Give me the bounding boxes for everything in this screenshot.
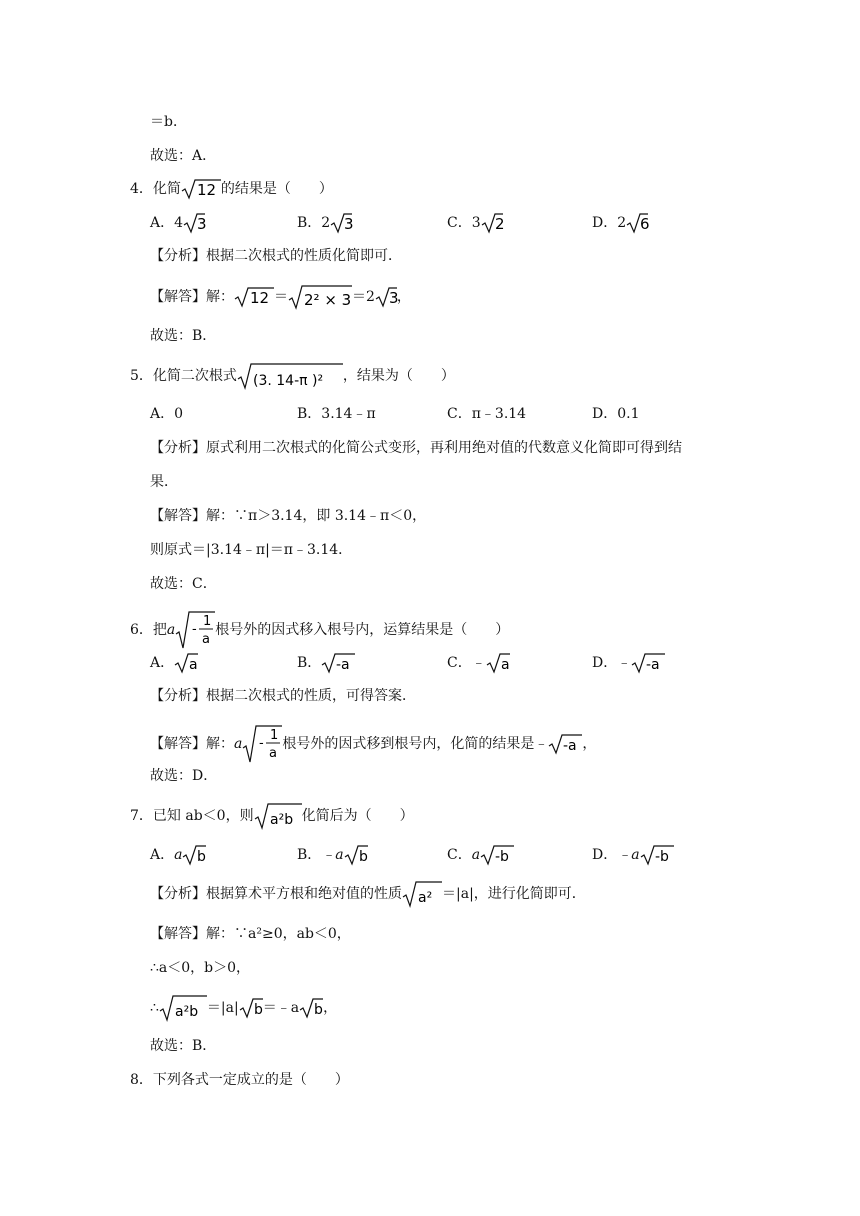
analysis-tag: 【分析】	[150, 440, 206, 456]
radicand: a	[500, 657, 510, 673]
q5-option-a	[150, 404, 183, 424]
radical-sign	[288, 284, 352, 310]
option-label: B．	[297, 847, 322, 863]
q5-analysis-cont: 果．	[150, 474, 178, 490]
option-coef: 2	[617, 215, 627, 231]
solution-tag: 【解答】	[150, 736, 206, 752]
q5-option-c	[447, 404, 526, 424]
svg-text:-: -	[259, 736, 265, 751]
analysis-text: 根据二次根式的性质化简即可．	[206, 248, 402, 264]
radical-sign	[640, 844, 674, 866]
question-number: 6．	[130, 622, 153, 638]
radical-sign	[631, 652, 665, 674]
fraction-denominator: a	[202, 632, 211, 647]
solution-text: 根号外的因式移到根号内，化简的结果是﹣	[282, 736, 549, 752]
radicand: 2	[494, 215, 505, 233]
analysis-tag: 【分析】	[150, 248, 206, 264]
radical-sign	[344, 844, 368, 866]
solution-text: ＝	[274, 289, 288, 305]
option-label: D．	[592, 655, 618, 671]
q6-option-c	[447, 652, 510, 674]
radical-sign	[299, 997, 323, 1019]
radicand: b	[314, 1002, 323, 1018]
solution-text: ，	[582, 736, 597, 752]
solution-text: ＝2	[352, 289, 375, 305]
q7-option-d	[592, 844, 674, 866]
fraction-numerator: 1	[270, 728, 279, 743]
option-prefix: ﹣	[471, 655, 486, 671]
radical-sign	[183, 212, 205, 234]
radical-sign	[480, 844, 514, 866]
radical-sign	[626, 212, 648, 234]
radicand: 6	[640, 215, 650, 233]
radical-sign	[239, 997, 263, 1019]
option-label: A．	[150, 215, 175, 231]
analysis-tag: 【分析】	[150, 886, 206, 902]
q4-analysis	[150, 246, 402, 266]
option-text: 3.14﹣π	[321, 406, 376, 422]
radical-sign	[234, 286, 274, 308]
option-label: C．	[447, 406, 472, 422]
q5-option-b	[297, 404, 376, 424]
fraction-numerator: 1	[203, 614, 212, 629]
option-prefix: a	[471, 847, 481, 863]
radicand: -b	[654, 849, 669, 865]
q7-analysis	[150, 880, 586, 908]
q5-solution-cont: 则原式＝|3.14﹣π|＝π﹣3.14．	[150, 542, 353, 558]
question-8-stem	[130, 1070, 349, 1090]
question-number: 4．	[130, 181, 153, 197]
prev-answer-tail: ＝b．	[150, 114, 187, 130]
solution-tag: 【解答】	[150, 508, 206, 524]
solution-tag: 【解答】	[150, 926, 206, 942]
option-label: D．	[592, 847, 618, 863]
radical-sign	[375, 286, 397, 308]
analysis-text: 根据算术平方根和绝对值的性质	[206, 886, 402, 902]
option-label: C．	[447, 847, 472, 863]
q6-choice: 故选：D．	[150, 768, 218, 784]
stem-text: 把	[152, 622, 167, 638]
stem-text: 的结果是（ ）	[220, 181, 333, 197]
option-coef: 2	[321, 215, 331, 231]
stem-text: 化简	[152, 181, 181, 197]
solution-text: ，	[396, 289, 411, 305]
q5-choice: 故选：C．	[150, 576, 217, 592]
q6-option-a	[150, 652, 198, 674]
radical-sign	[237, 362, 343, 390]
question-4-stem	[130, 178, 333, 200]
option-label: B．	[297, 655, 322, 671]
solution-tag: 【解答】	[150, 289, 206, 305]
q6-option-d	[592, 652, 665, 674]
option-label: D．	[592, 215, 618, 231]
radical-sign	[330, 212, 352, 234]
radicand: 3	[344, 215, 354, 233]
option-label: A．	[150, 847, 175, 863]
analysis-tag: 【分析】	[150, 688, 206, 704]
solution-text: 解：	[206, 736, 234, 752]
q7-option-a	[150, 844, 206, 866]
solution-text: ∴	[150, 1000, 159, 1016]
radicand: (3. 14-π )²	[252, 373, 324, 389]
option-coef: 3	[471, 215, 481, 231]
prev-choice: 故选：A．	[150, 148, 217, 164]
radicand: b	[358, 849, 368, 865]
question-number: 8．	[130, 1072, 153, 1088]
q6-option-b	[297, 652, 355, 674]
radicand: 12	[250, 289, 270, 307]
option-label: C．	[447, 215, 472, 231]
q7-option-c	[447, 844, 514, 866]
stem-text: 下列各式一定成立的是（ ）	[152, 1072, 349, 1088]
q7-option-b	[297, 844, 368, 866]
q5-option-d	[592, 404, 640, 424]
q6-solution	[150, 724, 596, 764]
radical-sign	[254, 802, 302, 830]
analysis-text: 原式利用二次根式的化简公式变形，再利用绝对值的代数意义化简即可得到结	[206, 440, 682, 456]
question-6-stem	[130, 610, 509, 650]
q4-option-a	[150, 212, 205, 234]
radicand: b	[253, 1002, 263, 1018]
option-text: 0.1	[617, 406, 640, 422]
solution-text: 解：	[206, 289, 234, 305]
radicand: 3	[197, 215, 207, 233]
q5-analysis	[150, 438, 682, 458]
question-number: 5．	[130, 368, 153, 384]
solution-text: ＝﹣a	[262, 1000, 300, 1016]
question-7-stem	[130, 802, 414, 830]
option-prefix: ﹣a	[617, 847, 640, 863]
q7-choice: 故选：B．	[150, 1038, 217, 1054]
solution-text: 解：∵π＞3.14，即 3.14﹣π＜0，	[206, 508, 427, 524]
option-text: π﹣3.14	[471, 406, 527, 422]
question-5-stem	[130, 362, 455, 390]
stem-text: 化简后为（ ）	[301, 808, 414, 824]
question-number: 7．	[130, 808, 153, 824]
option-label: A．	[150, 406, 175, 422]
q7-solution-line3	[150, 994, 337, 1022]
radicand: -a	[563, 738, 577, 754]
radical-sign	[174, 652, 198, 674]
radicand: 12	[196, 181, 217, 199]
q7-solution	[150, 924, 351, 944]
radical-sign	[548, 733, 582, 755]
q4-option-c	[447, 212, 503, 234]
radical-sign	[175, 610, 215, 650]
radicand: 3	[388, 289, 399, 307]
option-text: 0	[174, 406, 184, 422]
radicand: -a	[336, 657, 350, 673]
stem-text: 根号外的因式移入根号内，运算结果是（ ）	[215, 622, 510, 638]
radicand: b	[197, 849, 207, 865]
variable: a	[234, 736, 243, 752]
option-label: C．	[447, 655, 472, 671]
radicand: -a	[646, 657, 660, 673]
radical-sign	[182, 844, 206, 866]
radical-sign	[181, 178, 221, 200]
fraction-denominator: a	[269, 746, 278, 761]
solution-text: ＝|a|	[206, 1000, 239, 1016]
option-label: D．	[592, 406, 618, 422]
radicand: 2² × 3	[304, 291, 352, 309]
stem-text: 化简二次根式	[152, 368, 237, 384]
solution-text: 解：∵a²≥0，ab＜0，	[206, 926, 351, 942]
radical-sign	[486, 652, 510, 674]
analysis-text: 根据二次根式的性质，可得答案．	[206, 688, 416, 704]
q4-choice: 故选：B．	[150, 328, 217, 344]
radical-sign	[159, 994, 207, 1022]
q6-analysis	[150, 686, 416, 706]
option-label: A．	[150, 655, 175, 671]
q4-solution	[150, 284, 411, 310]
q4-option-d	[592, 212, 648, 234]
option-label: B．	[297, 406, 322, 422]
radical-sign	[402, 880, 442, 908]
radicand: a²	[418, 890, 433, 906]
option-coef: 4	[174, 215, 184, 231]
radical-sign	[242, 724, 282, 764]
solution-text: ，	[323, 1000, 338, 1016]
option-prefix: a	[174, 847, 183, 863]
stem-text: 已知 ab＜0，则	[152, 808, 254, 824]
radicand: a	[189, 657, 198, 673]
analysis-text: ＝|a|，进行化简即可．	[442, 886, 586, 902]
q7-solution-line2: ∴a＜0，b＞0，	[150, 960, 251, 976]
variable: a	[166, 622, 176, 638]
stem-text: ，结果为（ ）	[342, 368, 455, 384]
radicand: a²b	[174, 1004, 198, 1020]
radical-sign	[321, 652, 355, 674]
option-prefix: ﹣	[617, 655, 632, 671]
option-prefix: ﹣a	[321, 847, 344, 863]
svg-text:-: -	[192, 622, 197, 637]
radicand: a²b	[269, 812, 293, 828]
option-label: B．	[297, 215, 322, 231]
q4-option-b	[297, 212, 352, 234]
radicand: -b	[495, 849, 510, 865]
radical-sign	[481, 212, 503, 234]
q5-solution	[150, 506, 426, 526]
